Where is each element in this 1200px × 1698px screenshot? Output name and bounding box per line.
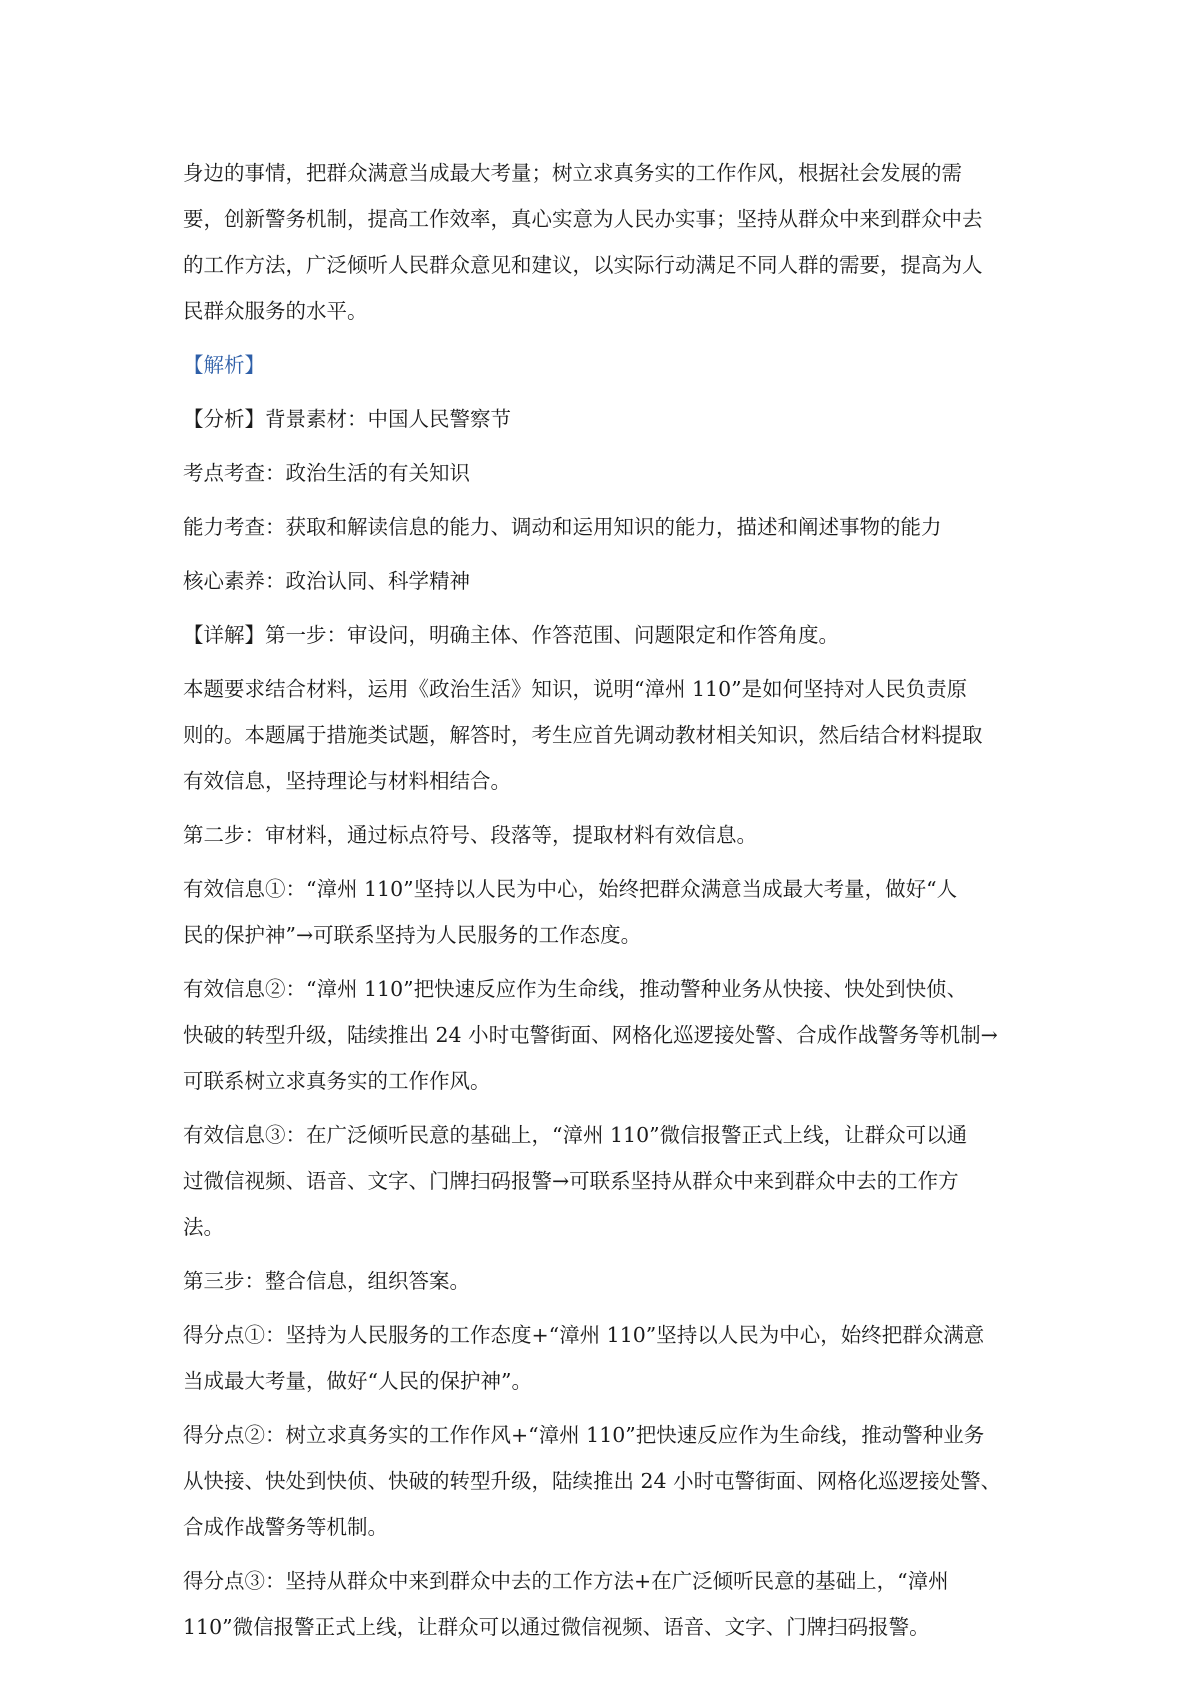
document-body	[183, 150, 1031, 1658]
paragraph-info-2	[183, 966, 1031, 1104]
paragraph-analysis-heading	[183, 342, 1031, 388]
text-line: 有效信息③：在广泛倾听民意的基础上，“漳州 110”微信报警正式上线，让群众可以通	[183, 1123, 968, 1147]
text-line: 则的。本题属于措施类试题，解答时，考生应首先调动教材相关知识，然后结合材料提取	[183, 723, 983, 747]
text-line: 第三步：整合信息，组织答案。	[183, 1269, 470, 1293]
paragraph-detail-step1	[183, 612, 1031, 658]
text-line: 得分点②：树立求真务实的工作作风+“漳州 110”把快速反应作为生命线，推动警种业务	[183, 1423, 985, 1447]
text-line: 快破的转型升级，陆续推出 24 小时屯警街面、网格化巡逻接处警、合成作战警务等机制→	[183, 1023, 998, 1047]
paragraph-info-1	[183, 866, 1031, 958]
paragraph-score-3	[183, 1558, 1031, 1650]
paragraph-analysis-background	[183, 396, 1031, 442]
text-line: 第二步：审材料，通过标点符号、段落等，提取材料有效信息。	[183, 823, 757, 847]
text-line: 【分析】背景素材：中国人民警察节	[183, 407, 511, 431]
text-line: 【详解】第一步：审设问，明确主体、作答范围、问题限定和作答角度。	[183, 623, 839, 647]
paragraph-ability	[183, 504, 1031, 550]
text-line: 本题要求结合材料，运用《政治生活》知识，说明“漳州 110”是如何坚持对人民负责原	[183, 677, 968, 701]
text-line: 过微信视频、语音、文字、门牌扫码报警→可联系坚持从群众中来到群众中去的工作方	[183, 1169, 959, 1193]
text-line: 考点考查：政治生活的有关知识	[183, 461, 470, 485]
paragraph-core-literacy	[183, 558, 1031, 604]
paragraph-exam-point	[183, 450, 1031, 496]
paragraph-step3	[183, 1258, 1031, 1304]
paragraph-answer-continued	[183, 150, 1031, 334]
text-line: 从快接、快处到快侦、快破的转型升级，陆续推出 24 小时屯警街面、网格化巡逻接处警、	[183, 1469, 1002, 1493]
text-line: 民群众服务的水平。	[183, 299, 368, 323]
paragraph-question-requirement	[183, 666, 1031, 804]
text-line: 有效信息，坚持理论与材料相结合。	[183, 769, 511, 793]
section-heading: 【解析】	[183, 353, 265, 377]
text-line: 得分点③：坚持从群众中来到群众中去的工作方法+在广泛倾听民意的基础上，“漳州	[183, 1569, 949, 1593]
text-line: 合成作战警务等机制。	[183, 1515, 388, 1539]
paragraph-score-2	[183, 1412, 1031, 1550]
text-line: 得分点①：坚持为人民服务的工作态度+“漳州 110”坚持以人民为中心，始终把群众满意	[183, 1323, 985, 1347]
text-line: 可联系树立求真务实的工作作风。	[183, 1069, 491, 1093]
text-line: 要，创新警务机制，提高工作效率，真心实意为人民办实事；坚持从群众中来到群众中去	[183, 207, 983, 231]
text-line: 能力考查：获取和解读信息的能力、调动和运用知识的能力，描述和阐述事物的能力	[183, 515, 942, 539]
paragraph-info-3	[183, 1112, 1031, 1250]
text-line: 有效信息①：“漳州 110”坚持以人民为中心，始终把群众满意当成最大考量，做好“人	[183, 877, 958, 901]
text-line: 核心素养：政治认同、科学精神	[183, 569, 470, 593]
text-line: 的工作方法，广泛倾听人民群众意见和建议，以实际行动满足不同人群的需要，提高为人	[183, 253, 983, 277]
text-line: 法。	[183, 1215, 224, 1239]
text-line: 民的保护神”→可联系坚持为人民服务的工作态度。	[183, 923, 642, 947]
text-line: 当成最大考量，做好“人民的保护神”。	[183, 1369, 532, 1393]
paragraph-score-1	[183, 1312, 1031, 1404]
paragraph-step2	[183, 812, 1031, 858]
text-line: 有效信息②：“漳州 110”把快速反应作为生命线，推动警种业务从快接、快处到快侦、	[183, 977, 968, 1001]
text-line: 110”微信报警正式上线，让群众可以通过微信视频、语音、文字、门牌扫码报警。	[183, 1615, 930, 1639]
text-line: 身边的事情，把群众满意当成最大考量；树立求真务实的工作作风，根据社会发展的需	[183, 161, 962, 185]
